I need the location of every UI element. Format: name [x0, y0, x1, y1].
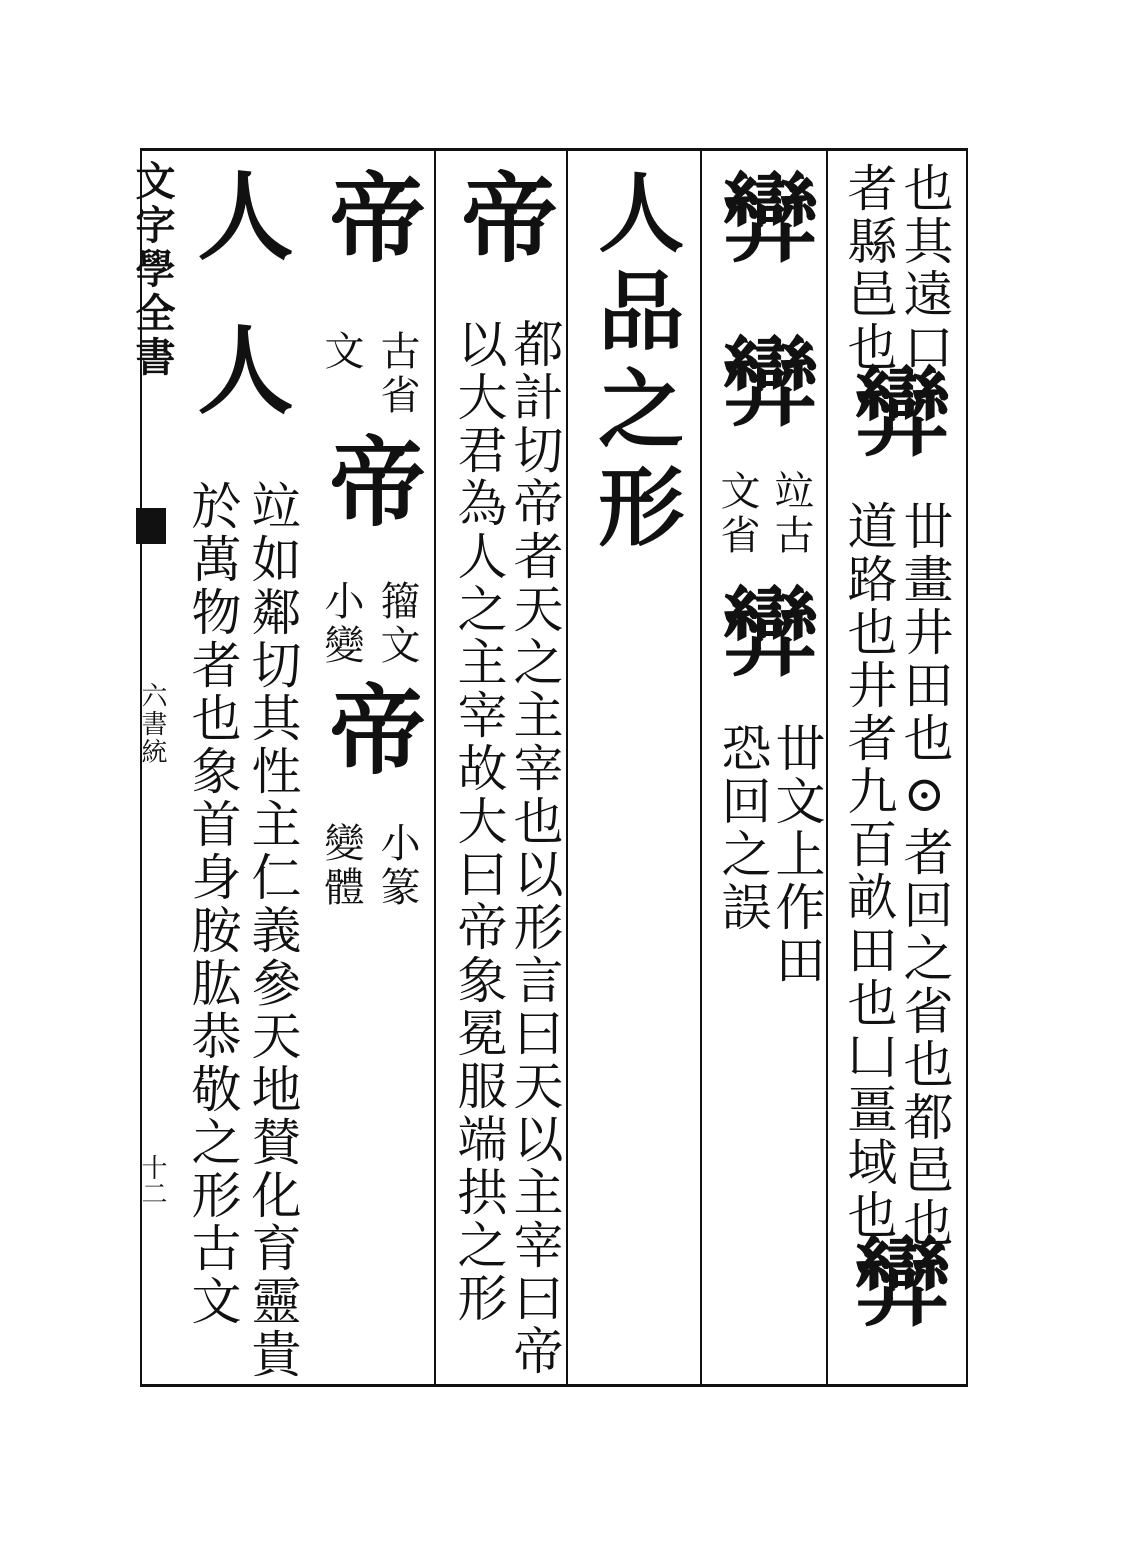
- page-number: 十二: [137, 1154, 167, 1206]
- form-label: 文: [318, 330, 364, 374]
- seal-character: 帝: [314, 432, 427, 538]
- annotation-line: 丗畫井田也⊙者回之省也都邑也: [895, 500, 954, 1250]
- seal-character: 𢍶: [842, 1230, 955, 1336]
- annotation-line: 丗文上作田: [767, 722, 826, 987]
- annotation-line: 道路也井者九百畝田也凵畺域也: [839, 500, 898, 1242]
- form-label: 古省: [374, 330, 420, 418]
- annotation-line: 都計切帝者天之主宰也以形言曰天以主宰曰帝: [505, 318, 564, 1378]
- column-divider: [434, 148, 436, 1386]
- seal-character: 帝: [314, 680, 427, 786]
- seal-character: 帝: [314, 168, 427, 274]
- annotation-line: 竝如鄰切其性主仁義參天地賛化育靈貴: [243, 480, 302, 1381]
- form-label: 文省: [714, 470, 760, 558]
- seal-character: 𢍶: [842, 360, 955, 466]
- form-label: 籀文: [374, 580, 420, 668]
- text-line: 者縣邑也: [839, 162, 898, 374]
- seal-character: 人: [182, 166, 295, 272]
- column-divider: [826, 148, 828, 1386]
- column-divider: [700, 148, 702, 1386]
- seal-character: 𢍶: [710, 330, 823, 436]
- form-label: 小篆: [374, 822, 420, 910]
- column-divider: [566, 148, 568, 1386]
- form-label: 小變: [318, 580, 364, 668]
- section-heading: 人品之形: [583, 168, 685, 560]
- fishtail-mark: [136, 508, 166, 544]
- seal-character: 𢍶: [710, 580, 823, 686]
- annotation-line: 以大君為人之主宰故大曰帝象冕服端拱之形: [449, 318, 508, 1325]
- book-title: 文字學全書: [129, 160, 176, 380]
- seal-character: 𢍶: [710, 166, 823, 272]
- annotation-line: 恐回之誤: [713, 722, 772, 934]
- top-border: [140, 148, 968, 151]
- section-title: 六書統: [137, 682, 167, 766]
- text-line: 也其遠口: [895, 162, 954, 374]
- form-label: 竝古: [768, 470, 814, 558]
- bottom-border: [140, 1384, 968, 1387]
- seal-character: 帝: [446, 168, 559, 274]
- right-border: [966, 148, 968, 1386]
- seal-character: 人: [182, 320, 295, 426]
- annotation-line: 於萬物者也象首身胺肱恭敬之形古文: [183, 480, 242, 1328]
- form-label: 變體: [318, 822, 364, 910]
